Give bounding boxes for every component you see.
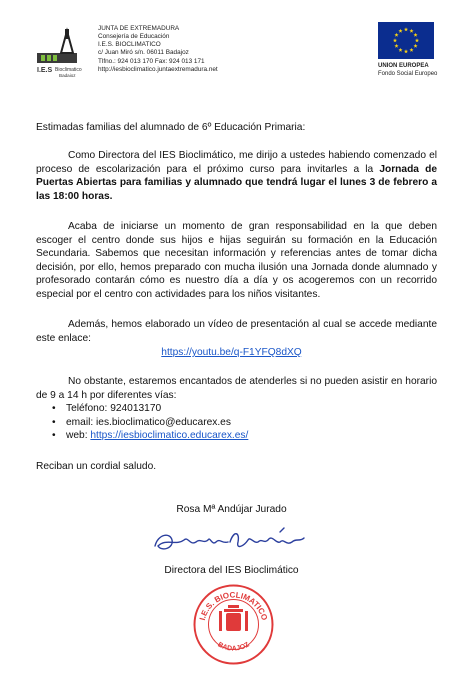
handwritten-signature <box>150 524 310 558</box>
signer-title: Directora del IES Bioclimático <box>164 565 299 576</box>
official-stamp <box>192 583 275 666</box>
eu-label: UNION EUROPEA <box>378 63 429 69</box>
logo-sub-text: Bioclimatico <box>55 67 82 73</box>
logo-chimney <box>65 29 69 39</box>
logo-window-3 <box>53 55 57 61</box>
contact-email-value[interactable]: ies.bioclimatico@educarex.es <box>96 416 231 428</box>
coat-of-arms-icon <box>219 605 248 631</box>
contact-list <box>52 402 248 443</box>
header-line-1: JUNTA DE EXTREMADURA <box>98 25 180 32</box>
school-logo <box>37 27 95 77</box>
contact-email-label: email: <box>66 416 97 428</box>
header-line-2: Consejería de Educación <box>98 33 170 40</box>
header-line-6: http://iesbioclimatico.juntaextremadura.net <box>98 66 218 73</box>
logo-city-text: Badajoz <box>59 73 76 77</box>
invitation-text: Como Directora del IES Bioclimático, me dirijo a ustedes habiendo comenzado el proceso de escolarización para el próximo curso para invitarles a la <box>36 150 437 175</box>
signer-name: Rosa Mª Andújar Jurado <box>176 504 287 515</box>
paragraph-invitation <box>36 149 437 203</box>
contact-web-label: web: <box>66 430 91 441</box>
paragraph-contact: No obstante, estaremos encantados de atenderles si no pueden asistir en horario de 9 a 14 h por diferentes vías: <box>36 376 437 401</box>
video-link-row <box>0 346 463 360</box>
paragraph-responsibility: Acaba de iniciarse un momento de gran responsabilidad en la que deben escoger el centro donde sus hijos e hijas seguirán su formación en la Educación Secundaria. Sabemos que necesitan información y referencias antes de tomar dicha decisión, por ello, hemos preparado con mucha ilusión una Jornada donde alumnado y profesorado contarán cómo es nuestro día a día y os acogeremos con un recorrido especial por el centro con actividades para los niños visitantes. <box>36 221 437 300</box>
contact-phone <box>52 402 248 416</box>
header-line-3: I.E.S. BIOCLIMATICO <box>98 41 161 48</box>
contact-email <box>52 416 248 430</box>
logo-window-1 <box>41 55 45 61</box>
greeting: Estimadas familias del alumnado de 6º Educación Primaria: <box>36 122 306 133</box>
contact-phone-label: Teléfono: <box>66 403 111 414</box>
logo-ies-text: I.E.S <box>37 67 53 74</box>
eu-fund-label: Fondo Social Europeo <box>378 71 438 77</box>
video-link[interactable]: https://youtu.be/q-F1YFQ8dXQ <box>161 347 302 358</box>
paragraph-video: Además, hemos elaborado un vídeo de presentación al cual se accede mediante este enlace: <box>36 319 437 344</box>
svg-text:BADAJOZ <box>216 641 251 653</box>
contact-web-link[interactable]: https://iesbioclimatico.educarex.es/ <box>90 430 249 441</box>
logo-window-2 <box>47 55 51 61</box>
stamp-top-text: I.E.S. BIOCLIMATICO <box>197 590 270 622</box>
header-line-5: Tlfno.: 924 013 170 Fax: 924 013 171 <box>98 58 205 65</box>
header-line-4: c/ Juan Miró s/n. 06011 Badajoz <box>98 49 189 56</box>
stamp-bottom-text: BADAJOZ <box>216 641 251 653</box>
contact-web <box>52 429 248 443</box>
invitation-event: Jornada de Puertas Abiertas para familias y alumnado que tendrá lugar el lunes 3 de febrero a las 18:00 horas. <box>36 163 437 202</box>
contact-phone-value: 924013170 <box>110 403 162 414</box>
closing: Reciban un cordial saludo. <box>36 461 157 472</box>
eu-flag-icon <box>378 22 434 59</box>
